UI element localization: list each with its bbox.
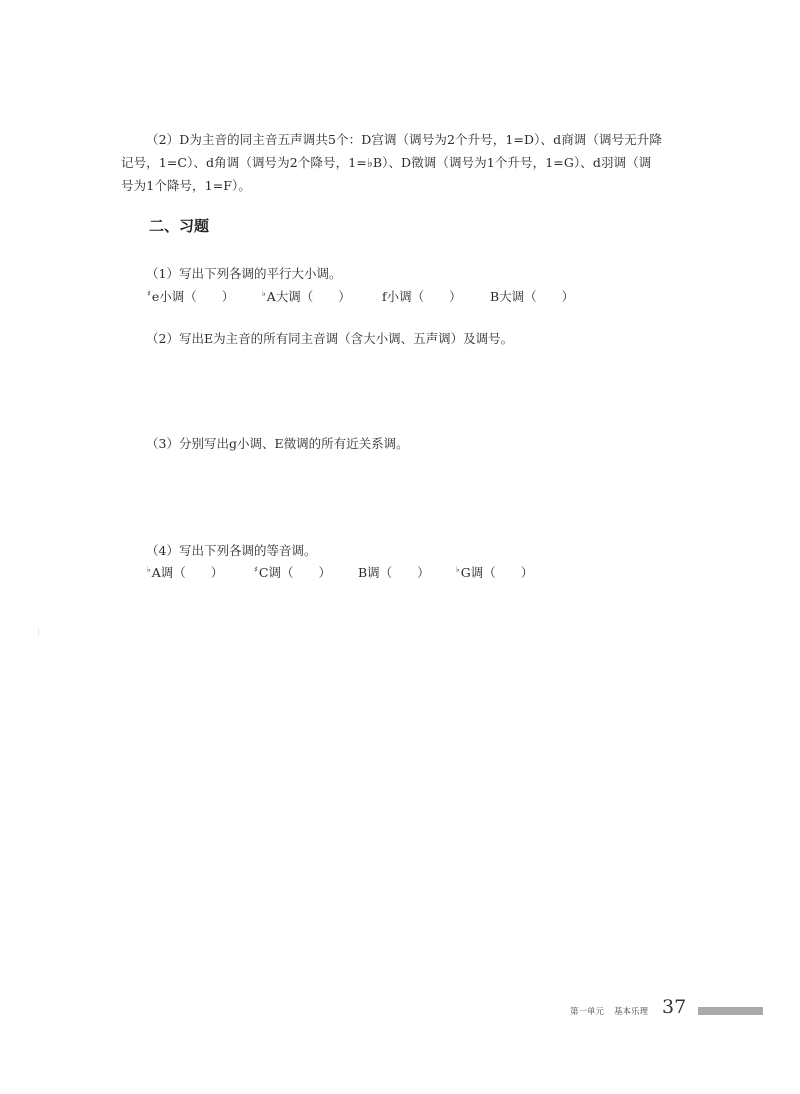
question-4-prompt: （4）写出下列各调的等音调。 <box>146 543 317 558</box>
section-title: 二、习题 <box>149 217 210 235</box>
q4-item: ♯C调（ ） <box>254 565 331 580</box>
footer-chapter: 基本乐理 <box>614 1007 649 1017</box>
q4-item: ♭A调（ ） <box>147 565 224 580</box>
footer-running-head <box>570 1005 648 1017</box>
q1-item: ♯e小调（ ） <box>147 289 235 304</box>
q1-item: f小调（ ） <box>382 289 462 304</box>
q4-item: ♭G调（ ） <box>456 565 534 580</box>
footer-bar <box>698 1007 763 1015</box>
q1-item: ♭A大调（ ） <box>262 289 351 304</box>
intro-paragraph <box>121 128 699 197</box>
footer-unit: 第一单元 <box>570 1007 605 1017</box>
q1-item: B大调（ ） <box>490 289 575 304</box>
question-3-prompt: （3）分别写出g小调、E徵调的所有近关系调。 <box>146 436 409 451</box>
scan-mark <box>38 628 39 636</box>
intro-line-1: （2）D为主音的同主音五声调共5个：D宫调（调号为2个升号，1=D）、d商调（调号无升降 <box>146 132 663 147</box>
question-2-prompt: （2）写出E为主音的所有同主音调（含大小调、五声调）及调号。 <box>146 331 514 346</box>
page-number: 37 <box>662 996 687 1018</box>
question-1-prompt: （1）写出下列各调的平行大小调。 <box>146 266 342 281</box>
intro-line-2: 记号，1=C）、d角调（调号为2个降号，1=♭B）、D徵调（调号为1个升号，1=G）、d羽调（调 <box>121 155 652 170</box>
q4-item: B调（ ） <box>358 565 430 580</box>
intro-line-3: 号为1个降号，1=F）。 <box>121 178 252 193</box>
